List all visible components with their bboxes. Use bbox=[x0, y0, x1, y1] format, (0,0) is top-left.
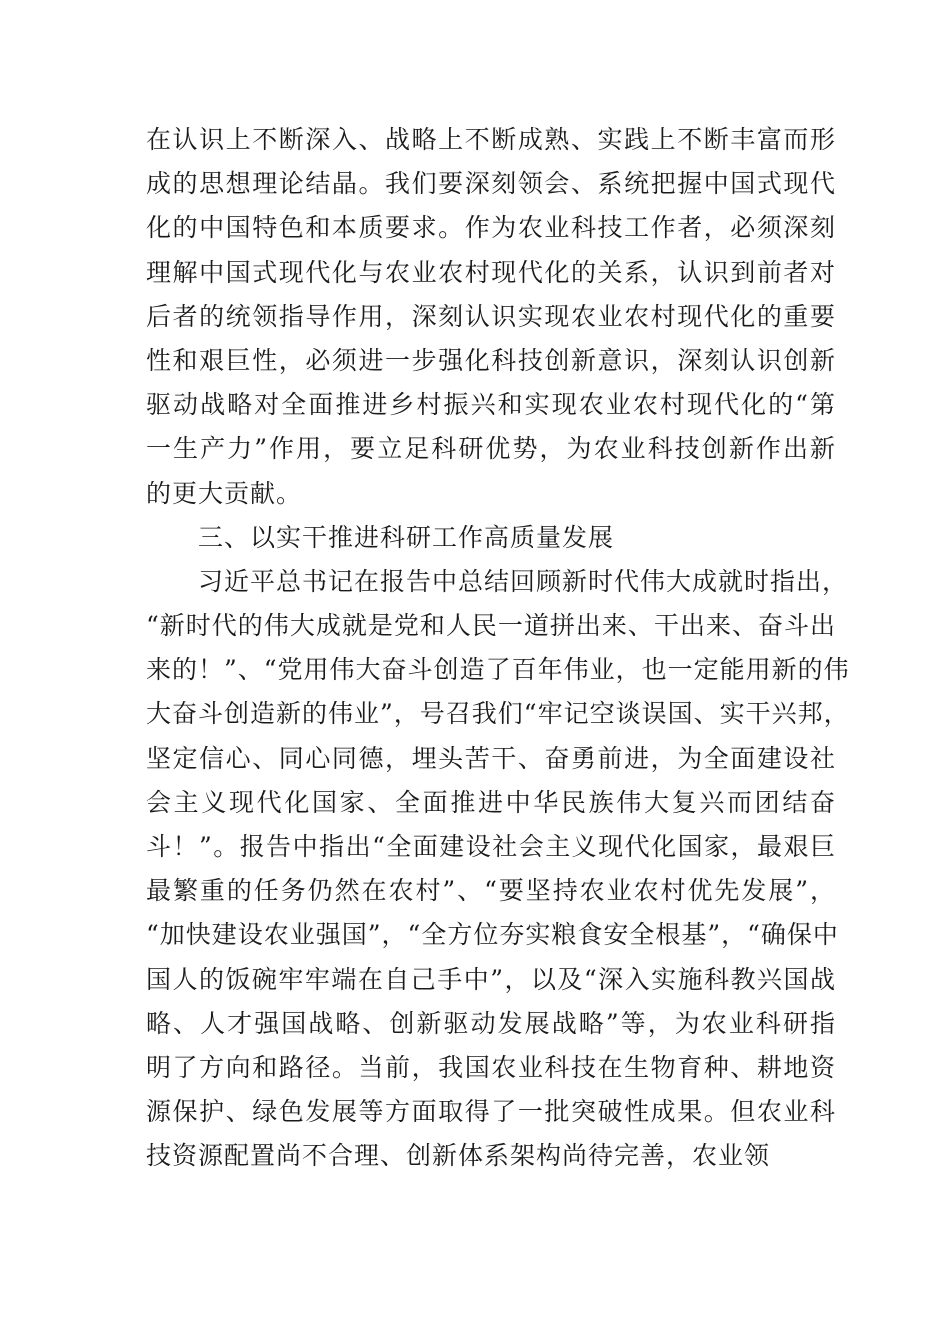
section-heading: 三、以实干推进科研工作高质量发展 bbox=[198, 522, 615, 552]
text-line: 明了方向和路径。当前，我国农业科技在生物育种、耕地资 bbox=[146, 1052, 836, 1082]
text-line: 最繁重的任务仍然在农村”、“要坚持农业农村优先发展”， bbox=[146, 876, 836, 906]
text-line: 源保护、绿色发展等方面取得了一批突破性成果。但农业科 bbox=[146, 1097, 836, 1127]
text-line: 理解中国式现代化与农业农村现代化的关系，认识到前者对 bbox=[146, 257, 836, 287]
text-line: 略、人才强国战略、创新驱动发展战略”等，为农业科研指 bbox=[146, 1008, 836, 1038]
text-line: 会主义现代化国家、全面推进中华民族伟大复兴而团结奋 bbox=[146, 787, 836, 817]
paragraph-1 bbox=[146, 118, 836, 516]
text-line: 技资源配置尚不合理、创新体系架构尚待完善，农业领 bbox=[146, 1141, 771, 1171]
text-line: 性和艰巨性，必须进一步强化科技创新意识，深刻认识创新 bbox=[146, 345, 836, 375]
text-line: 斗！”。报告中指出“全面建设社会主义现代化国家，最艰巨 bbox=[146, 832, 836, 861]
text-line: 大奋斗创造新的伟业”，号召我们“牢记空谈误国、实干兴邦， bbox=[146, 699, 850, 729]
text-line: 成的思想理论结晶。我们要深刻领会、系统把握中国式现代 bbox=[146, 169, 836, 199]
text-line: 的更大贡献。 bbox=[146, 478, 303, 508]
text-line: 习近平总书记在报告中总结回顾新时代伟大成就时指出， bbox=[198, 566, 849, 596]
text-line: 坚定信心、同心同德，埋头苦干、奋勇前进，为全面建设社 bbox=[146, 743, 836, 773]
text-line: 来的！”、“党用伟大奋斗创造了百年伟业，也一定能用新的伟 bbox=[146, 655, 850, 685]
text-line: 一生产力”作用，要立足科研优势，为农业科技创新作出新 bbox=[146, 434, 836, 464]
text-line: 化的中国特色和本质要求。作为农业科技工作者，必须深刻 bbox=[146, 213, 836, 243]
text-line: “加快建设农业强国”，“全方位夯实粮食安全根基”，“确保中 bbox=[146, 920, 839, 950]
text-line: 驱动战略对全面推进乡村振兴和实现农业农村现代化的“第 bbox=[146, 390, 836, 420]
paragraph-2 bbox=[146, 560, 850, 1179]
text-line: 在认识上不断深入、战略上不断成熟、实践上不断丰富而形 bbox=[146, 125, 836, 154]
text-line: “新时代的伟大成就是党和人民一道拼出来、干出来、奋斗出 bbox=[146, 611, 836, 641]
text-line: 后者的统领指导作用，深刻认识实现农业农村现代化的重要 bbox=[146, 301, 836, 331]
text-line: 国人的饭碗牢牢端在自己手中”，以及“深入实施科教兴国战 bbox=[146, 964, 836, 994]
document-body bbox=[146, 118, 850, 1179]
